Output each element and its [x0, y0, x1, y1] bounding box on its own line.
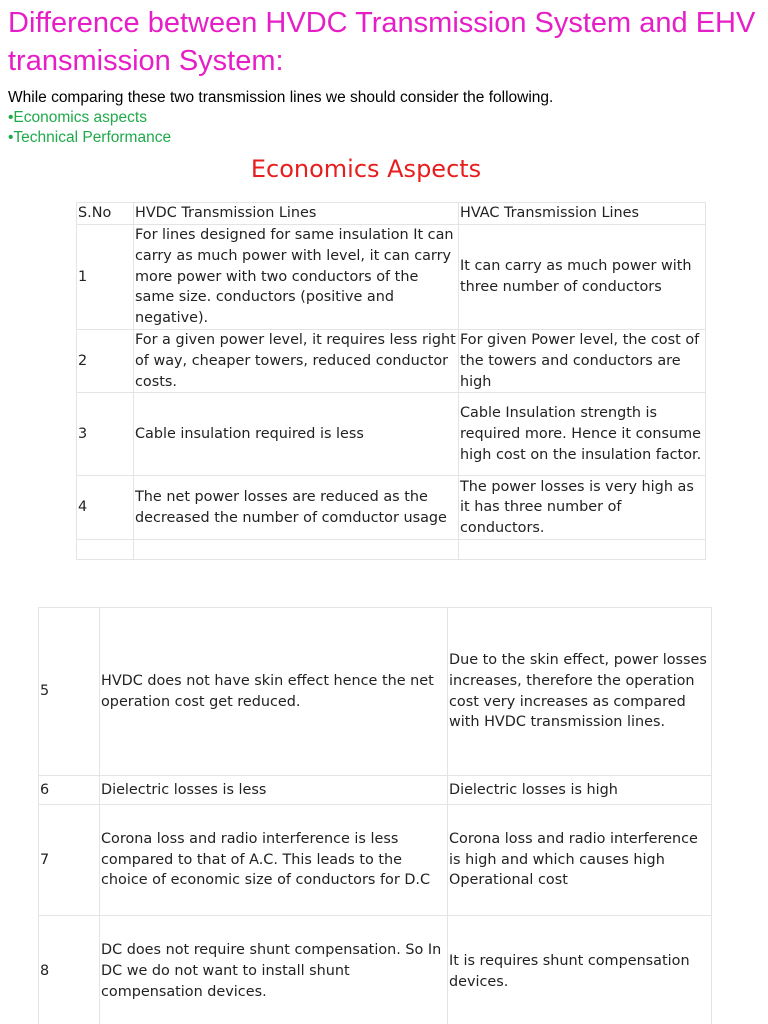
row-hvdc: The net power losses are reduced as the decreased the number of comductor usage	[134, 476, 459, 540]
row-hvdc: DC does not require shunt compensation. So In DC we do not want to install shunt compensation devices.	[100, 916, 448, 1024]
row-hvdc: Corona loss and radio interference is less compared to that of A.C. This leads to the choice of economic size of conductors for D.C	[100, 805, 448, 916]
section-title: Economics Aspects	[250, 155, 482, 183]
table-row	[77, 393, 706, 476]
row-hvdc: Cable insulation required is less	[134, 393, 459, 476]
row-sno: 6	[39, 776, 100, 805]
row-hvac: It can carry as much power with three number of conductors	[459, 225, 706, 330]
row-sno	[77, 540, 134, 560]
header-sno: S.No	[77, 203, 134, 225]
table-row	[39, 608, 712, 776]
row-hvdc	[134, 540, 459, 560]
page-title: Difference between HVDC Transmission System and EHV transmission System:	[8, 7, 756, 77]
row-hvdc: Dielectric losses is less	[100, 776, 448, 805]
row-hvac: It is requires shunt compensation devices.	[448, 916, 712, 1024]
row-sno: 3	[77, 393, 134, 476]
table-row	[77, 329, 706, 392]
table-row	[77, 225, 706, 330]
row-hvac: Corona loss and radio interference is high and which causes high Operational cost	[448, 805, 712, 916]
row-hvac: Cable Insulation strength is required more. Hence it consume high cost on the insulation factor.	[459, 393, 706, 476]
intro-text: While comparing these two transmission lines we should consider the following.	[8, 89, 554, 106]
row-hvac	[459, 540, 706, 560]
bullet-economics: •Economics aspects	[8, 109, 147, 126]
table-header-row	[77, 203, 706, 225]
header-hvac: HVAC Transmission Lines	[459, 203, 706, 225]
row-sno: 1	[77, 225, 134, 330]
row-sno: 5	[39, 608, 100, 776]
table-row-empty	[77, 540, 706, 560]
row-hvdc: For a given power level, it requires less right of way, cheaper towers, reduced conductor costs.	[134, 329, 459, 392]
bullet-technical: •Technical Performance	[8, 129, 172, 146]
economics-table-continued	[38, 607, 712, 1024]
economics-table	[76, 202, 706, 560]
row-hvac: For given Power level, the cost of the towers and conductors are high	[459, 329, 706, 392]
table-row	[39, 916, 712, 1024]
row-hvdc: For lines designed for same insulation It can carry as much power with level, it can carry more power with two conductors of the same size. conductors (positive and negative).	[134, 225, 459, 330]
table-row	[77, 476, 706, 540]
row-sno: 8	[39, 916, 100, 1024]
row-hvdc: HVDC does not have skin effect hence the net operation cost get reduced.	[100, 608, 448, 776]
row-sno: 4	[77, 476, 134, 540]
table-row	[39, 805, 712, 916]
row-hvac: Due to the skin effect, power losses increases, therefore the operation cost very increases as compared with HVDC transmission lines.	[448, 608, 712, 776]
row-hvac: Dielectric losses is high	[448, 776, 712, 805]
row-hvac: The power losses is very high as it has three number of conductors.	[459, 476, 706, 540]
bullet-list	[8, 108, 171, 148]
row-sno: 2	[77, 329, 134, 392]
row-sno: 7	[39, 805, 100, 916]
table-row	[39, 776, 712, 805]
header-hvdc: HVDC Transmission Lines	[134, 203, 459, 225]
